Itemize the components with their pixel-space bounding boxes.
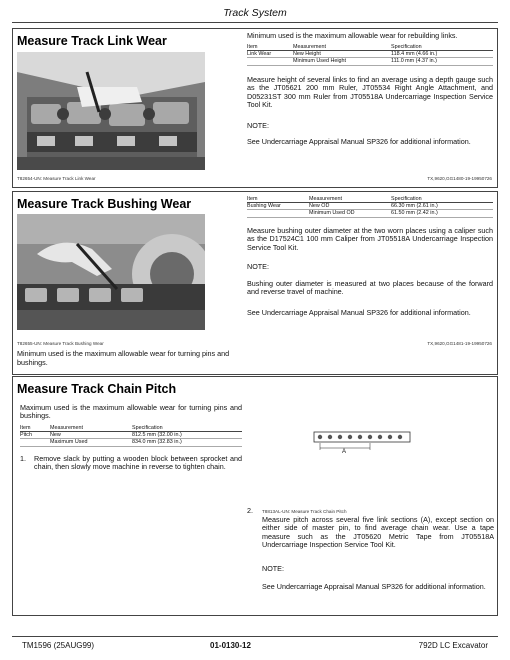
spec-table (247, 44, 493, 66)
paragraph: See Undercarriage Appraisal Manual SP326 for additional information. (262, 582, 486, 591)
column-header: Measurement (309, 196, 391, 203)
spec-table (20, 425, 242, 447)
table-cell: Link Wear (247, 51, 293, 58)
footer-rule (12, 636, 498, 637)
section-title: Measure Track Bushing Wear (17, 197, 192, 211)
link-wear-photo (17, 52, 205, 170)
note-label: NOTE: (247, 121, 269, 130)
note-label: NOTE: (247, 262, 269, 271)
section-title: Measure Track Chain Pitch (17, 382, 177, 396)
footer-model: 792D LC Excavator (418, 641, 488, 650)
step-number: 2. (247, 506, 253, 515)
footer-doc-id: TM1596 (25AUG99) (22, 641, 95, 650)
table-row (20, 432, 242, 439)
table-cell: Maximum Used (50, 439, 132, 446)
intro-text: Minimum used is the maximum allowable wear for rebuilding links. (247, 31, 458, 40)
column-header: Specification (391, 196, 493, 203)
table-row (247, 203, 493, 210)
table-cell: New Height (293, 51, 391, 58)
table-header-row (247, 196, 493, 203)
table-cell: 66.30 mm (2.61 in.) (391, 203, 493, 210)
table-row (247, 58, 493, 65)
table-row (20, 439, 242, 446)
table-cell: 118.4 mm (4.66 in.) (391, 51, 493, 58)
column-header: Item (247, 196, 309, 203)
table-cell (247, 210, 309, 217)
column-header: Measurement (50, 425, 132, 432)
paragraph: Measure height of several links to find an average using a depth gauge such as the JT05621 200 mm Ruler, JT05534 Right Angle Attachment, and D05231ST 300 mm Ruler from JT05518A Undercarriage Inspection Service Tool Kit. (247, 75, 493, 110)
column-header: Specification (391, 44, 493, 51)
paragraph: See Undercarriage Appraisal Manual SP326 for additional information. (247, 137, 471, 146)
table-cell: 812.5 mm (32.00 in.) (132, 432, 242, 439)
paragraph: Measure bushing outer diameter at the two worn places using a caliper such as the D17524C1 100 mm Caliper from JT05518A Undercarriage Inspection Service Tool Kit. (247, 226, 493, 252)
table-cell (247, 58, 293, 65)
chain-pitch-diagram (312, 426, 412, 460)
table-cell: Pitch (20, 432, 50, 439)
column-header: Item (20, 425, 50, 432)
reference-code: TX,9620,GG1480-19-19950726 (427, 176, 492, 181)
table-header-row (247, 44, 493, 51)
footer-page-number: 01-0130-12 (210, 641, 251, 650)
table-cell: Minimum Used OD (309, 210, 391, 217)
step-text: Remove slack by putting a wooden block between sprocket and chain, then slowly move machine in reverse to tighten chain. (34, 454, 242, 472)
column-header: Measurement (293, 44, 391, 51)
figure-caption: T82655-UN: Measure Track Bushing Wear (17, 341, 104, 346)
section-title: Measure Track Link Wear (17, 34, 167, 48)
table-header-row (20, 425, 242, 432)
page-header-title: Track System (223, 7, 287, 19)
table-cell: Minimum Used Height (293, 58, 391, 65)
table-cell (20, 439, 50, 446)
header-rule (12, 22, 498, 23)
paragraph: Bushing outer diameter is measured at two places because of the forward and reverse travel of machine. (247, 279, 493, 297)
dimension-label: A (342, 449, 347, 455)
table-cell: 61.50 mm (2.42 in.) (391, 210, 493, 217)
paragraph: See Undercarriage Appraisal Manual SP326 for additional information. (247, 308, 471, 317)
spec-table (247, 196, 493, 218)
table-cell: 834.0 mm (32.83 in.) (132, 439, 242, 446)
step-number: 1. (20, 454, 26, 463)
table-cell: Bushing Wear (247, 203, 309, 210)
figure-caption: T8813AL-UN: Measure Track Chain Pitch (262, 509, 347, 514)
table-cell: New OD (309, 203, 391, 210)
column-header: Specification (132, 425, 242, 432)
table-row (247, 51, 493, 58)
table-cell: New (50, 432, 132, 439)
bushing-wear-photo (17, 214, 205, 330)
step-text: Measure pitch across several five link sections (A), except section on either side of master pin, to find average chain wear. Use a tape measure such as the JT05620 Metric Tape from JT05518A Undercarriage Inspection Service Tool Kit. (262, 515, 494, 550)
column-header: Item (247, 44, 293, 51)
note-label: NOTE: (262, 564, 284, 573)
figure-caption: T82654-UN: Measure Track Link Wear (17, 176, 96, 181)
table-row (247, 210, 493, 217)
paragraph: Minimum used is the maximum allowable wear for turning pins and bushings. (17, 349, 230, 367)
reference-code: TX,9620,GG1481-19-19950726 (427, 341, 492, 346)
intro-text: Maximum used is the maximum allowable wear for turning pins and bushings. (20, 403, 242, 421)
table-cell: 111.0 mm (4.37 in.) (391, 58, 493, 65)
